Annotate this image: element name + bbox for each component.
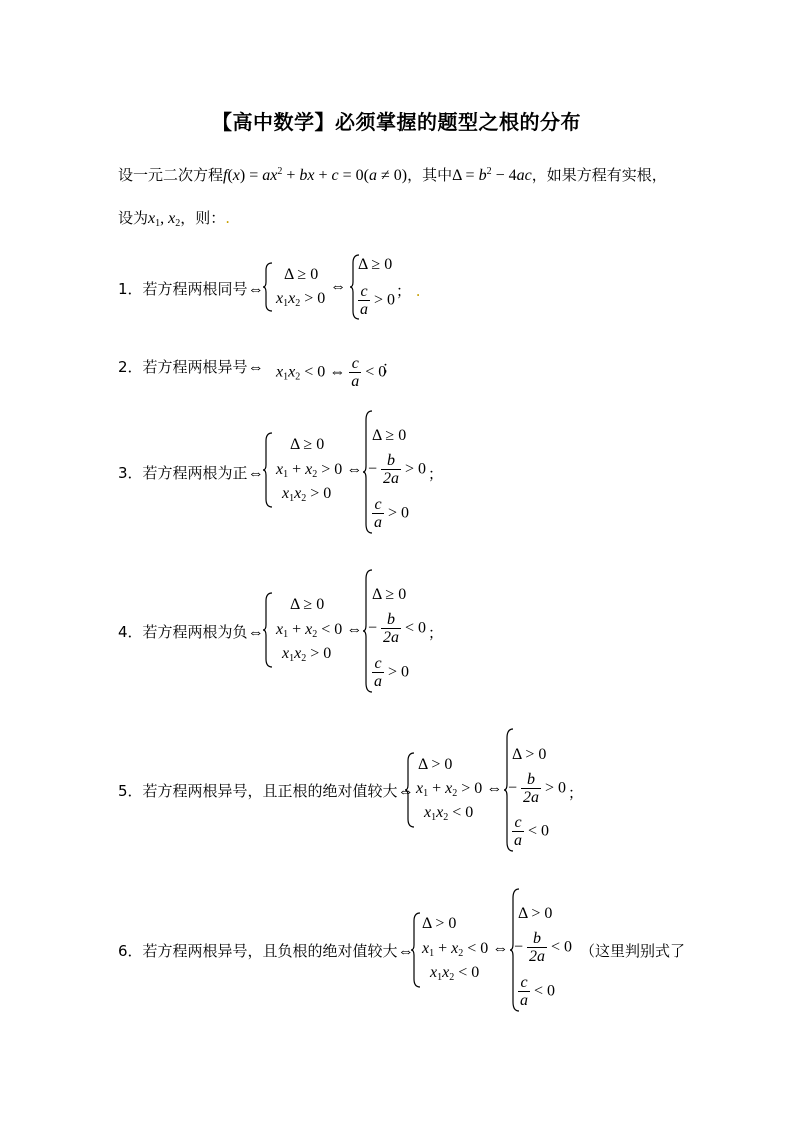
item-1-cond-c: Δ ≥ 0 <box>358 256 393 273</box>
item-4-brace-1 <box>262 592 274 668</box>
item-1-brace-1 <box>262 262 274 312</box>
item-4-cond-b: $x_1 + x_2 < 0$ ⇔ <box>276 621 363 640</box>
item-1-label: 1．若方程两根同号⇔ <box>118 280 264 298</box>
item-3-cond-f: $\frac{c}{a}$ > 0 <box>374 496 410 531</box>
item-6-brace-1 <box>410 912 422 988</box>
item-1-end: ； . <box>396 282 421 300</box>
item-4-cond-f: $\frac{c}{a}$ > 0 <box>374 655 410 690</box>
item-4-label: 4．若方程两根为负⇔ <box>118 623 264 641</box>
intro-roots: $x_1$, $x_2$ <box>148 210 181 229</box>
item-5-brace-1 <box>404 752 416 828</box>
item-1-arrow-2: ⇔ <box>330 278 346 295</box>
item-6-end: （这里判别式了 <box>580 942 686 960</box>
item-3-cond-a: Δ ≥ 0 <box>290 436 325 453</box>
intro-equation: $f(x) = ax^2$ + bx + c = 0(a ≠ 0) <box>223 166 408 184</box>
item-6-cond-b: $x_1 + x_2 < 0$ ⇔ <box>422 940 509 959</box>
item-3-brace-1 <box>262 432 274 508</box>
item-2-label: 2．若方程两根异号⇔ <box>118 358 264 376</box>
item-5-end: ； <box>568 784 584 802</box>
item-3-cond-d: Δ ≥ 0 <box>372 427 407 444</box>
item-6-cond-f: $\frac{c}{a}$ < 0 <box>520 974 556 1009</box>
intro-line-1 <box>118 164 667 185</box>
item-5-cond-d: Δ > 0 <box>512 746 547 763</box>
item-1-cond-a: Δ ≥ 0 <box>284 266 319 283</box>
item-5-label: 5．若方程两根异号，且正根的绝对值较大⇔ <box>118 782 414 800</box>
item-5-cond-a: Δ > 0 <box>418 756 453 773</box>
item-6-cond-d: Δ > 0 <box>518 905 553 922</box>
item-5-cond-e: − $\frac{b}{2a}$ > 0 <box>508 771 567 806</box>
item-1-cond-b: $x_1x_2 > 0$ <box>276 290 326 309</box>
intro-line-2: 设为$x_1$, $x_2$，则：. <box>118 209 231 229</box>
item-2-cond: $x_1x_2 < 0$ ⇔ $\frac{c}{a}$ < 0 <box>276 355 387 390</box>
item-3-cond-e: − $\frac{b}{2a}$ > 0 <box>368 452 427 487</box>
item-4-cond-a: Δ ≥ 0 <box>290 596 325 613</box>
item-2-end: ； <box>382 358 398 376</box>
item-4-cond-e: − $\frac{b}{2a}$ < 0 <box>368 611 427 646</box>
item-5-cond-c: $x_1x_2 < 0$ <box>424 804 474 823</box>
item-3-end: ； <box>428 465 444 483</box>
item-4-cond-d: Δ ≥ 0 <box>372 586 407 603</box>
item-3-cond-c: $x_1x_2 > 0$ <box>282 485 332 504</box>
item-6-label: 6．若方程两根异号，且负根的绝对值较大⇔ <box>118 942 414 960</box>
item-6-cond-e: − $\frac{b}{2a}$ < 0 <box>514 930 573 965</box>
item-3-label: 3．若方程两根为正⇔ <box>118 464 264 482</box>
intro-suffix: ，如果方程有实根， <box>531 166 667 184</box>
item-1-cond-d: $\frac{c}{a}$ > 0 <box>360 283 396 318</box>
intro-discriminant: $\Delta = b^2 - 4ac$ <box>452 166 532 184</box>
intro-prefix: 设一元二次方程 <box>118 166 224 184</box>
item-6-cond-c: $x_1x_2 < 0$ <box>430 964 480 983</box>
item-4-end: ； <box>428 624 444 642</box>
page-title: 【高中数学】必须掌握的题型之根的分布 <box>212 110 581 134</box>
intro-line2-suffix: ，则： <box>180 209 226 227</box>
item-3-cond-b: $x_1 + x_2 > 0$ ⇔ <box>276 461 363 480</box>
item-6-cond-a: Δ > 0 <box>422 915 457 932</box>
item-5-cond-b: $x_1 + x_2 > 0$ ⇔ <box>416 780 503 799</box>
item-5-cond-f: $\frac{c}{a}$ < 0 <box>514 814 550 849</box>
intro-line2-prefix: 设为 <box>118 209 149 227</box>
intro-mid: ，其中 <box>407 166 453 184</box>
item-4-cond-c: $x_1x_2 > 0$ <box>282 645 332 664</box>
